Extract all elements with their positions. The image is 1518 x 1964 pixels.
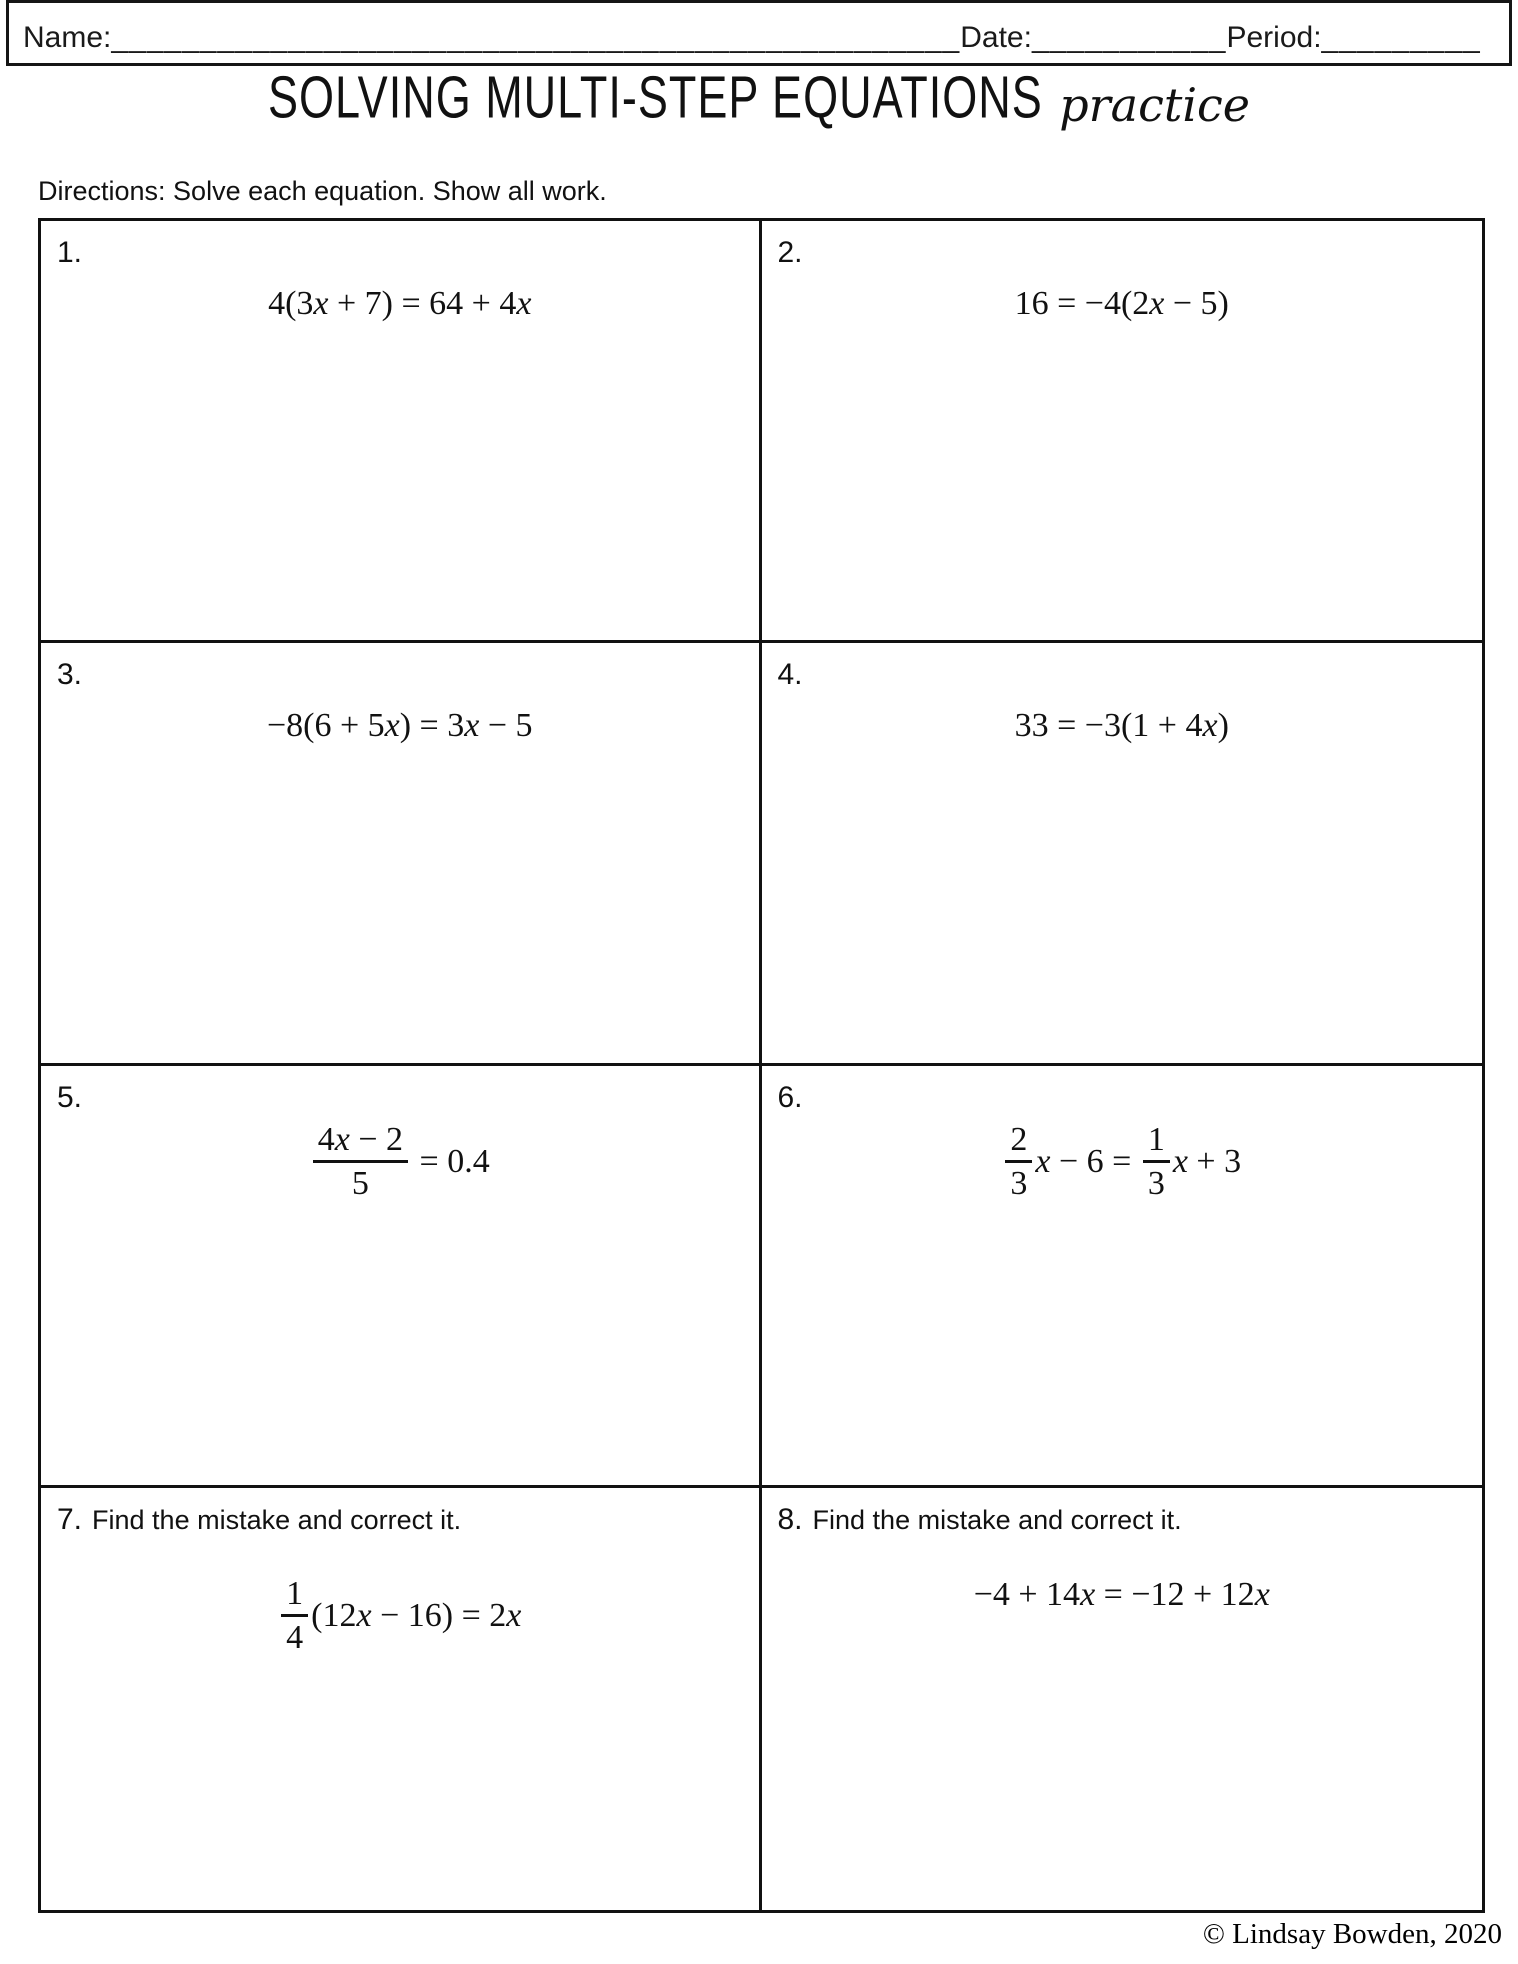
equation-8: −4 + 14 x = −12 + 12 x <box>973 1575 1270 1613</box>
copyright-text: © Lindsay Bowden, 2020 <box>1202 1918 1502 1950</box>
problem-number: 8. <box>777 1502 803 1536</box>
problem-number: 3. <box>57 658 83 692</box>
problem-cell-2 <box>762 221 1483 643</box>
problem-number: 6. <box>777 1080 803 1114</box>
fraction: $\frac{1}{3}$ <box>1143 1122 1170 1202</box>
page-title-main: SOLVING MULTI-STEP EQUATIONS <box>267 63 1043 131</box>
equation-6: $\frac{2}{3}$ x − 6 = $\frac{1}{3}$ x + 3 <box>762 1122 1483 1202</box>
name-label: Name: <box>23 21 112 54</box>
problem-cell-6 <box>762 1066 1483 1488</box>
problem-cell-8 <box>762 1488 1483 1910</box>
problem-number: 2. <box>777 236 803 269</box>
problem-number: 5. <box>57 1080 83 1114</box>
problem-number: 1. <box>57 236 83 269</box>
equation-2: 16 = −4(2 x − 5) <box>1014 285 1229 322</box>
equation-5: $\frac{4x - 2}{5}$ = 0.4 <box>41 1122 759 1202</box>
problem-cell-4 <box>762 643 1483 1065</box>
date-blank-line: ___________ <box>1031 21 1227 54</box>
problem-number: 7. <box>57 1502 83 1536</box>
date-label: Date: <box>960 21 1032 54</box>
problem-number: 4. <box>777 658 803 692</box>
name-blank-line: ________________________________________________ <box>111 21 961 54</box>
problem-cell-3 <box>41 643 762 1065</box>
page-title-accent: practice <box>1059 78 1251 132</box>
equation-4: 33 = −3(1 + 4 x ) <box>1014 707 1229 745</box>
problem-note: Find the mistake and correct it. <box>812 1504 1182 1535</box>
page-title <box>0 63 1518 132</box>
fraction: $\frac{2}{3}$ <box>1005 1122 1032 1202</box>
problems-grid <box>38 218 1485 1913</box>
problem-cell-1 <box>41 221 762 643</box>
problem-cell-5 <box>41 1066 762 1488</box>
equation-3: −8(6 + 5 x ) = 3 x − 5 <box>266 707 533 745</box>
equation-1: 4(3 x + 7) = 64 + 4 x <box>268 285 532 322</box>
directions-text: Directions: Solve each equation. Show all work. <box>38 176 607 206</box>
problem-cell-7 <box>41 1488 762 1910</box>
header-bar <box>6 0 1512 66</box>
fraction: $\frac{1}{4}$ <box>281 1576 308 1656</box>
period-blank-line: _________ <box>1321 21 1481 54</box>
fraction: $\frac{4x - 2}{5}$ <box>313 1122 408 1202</box>
period-label: Period: <box>1226 21 1322 54</box>
problem-note: Find the mistake and correct it. <box>92 1504 462 1535</box>
equation-7: $\frac{1}{4}$ (12 x − 16) = 2 x <box>41 1576 759 1656</box>
